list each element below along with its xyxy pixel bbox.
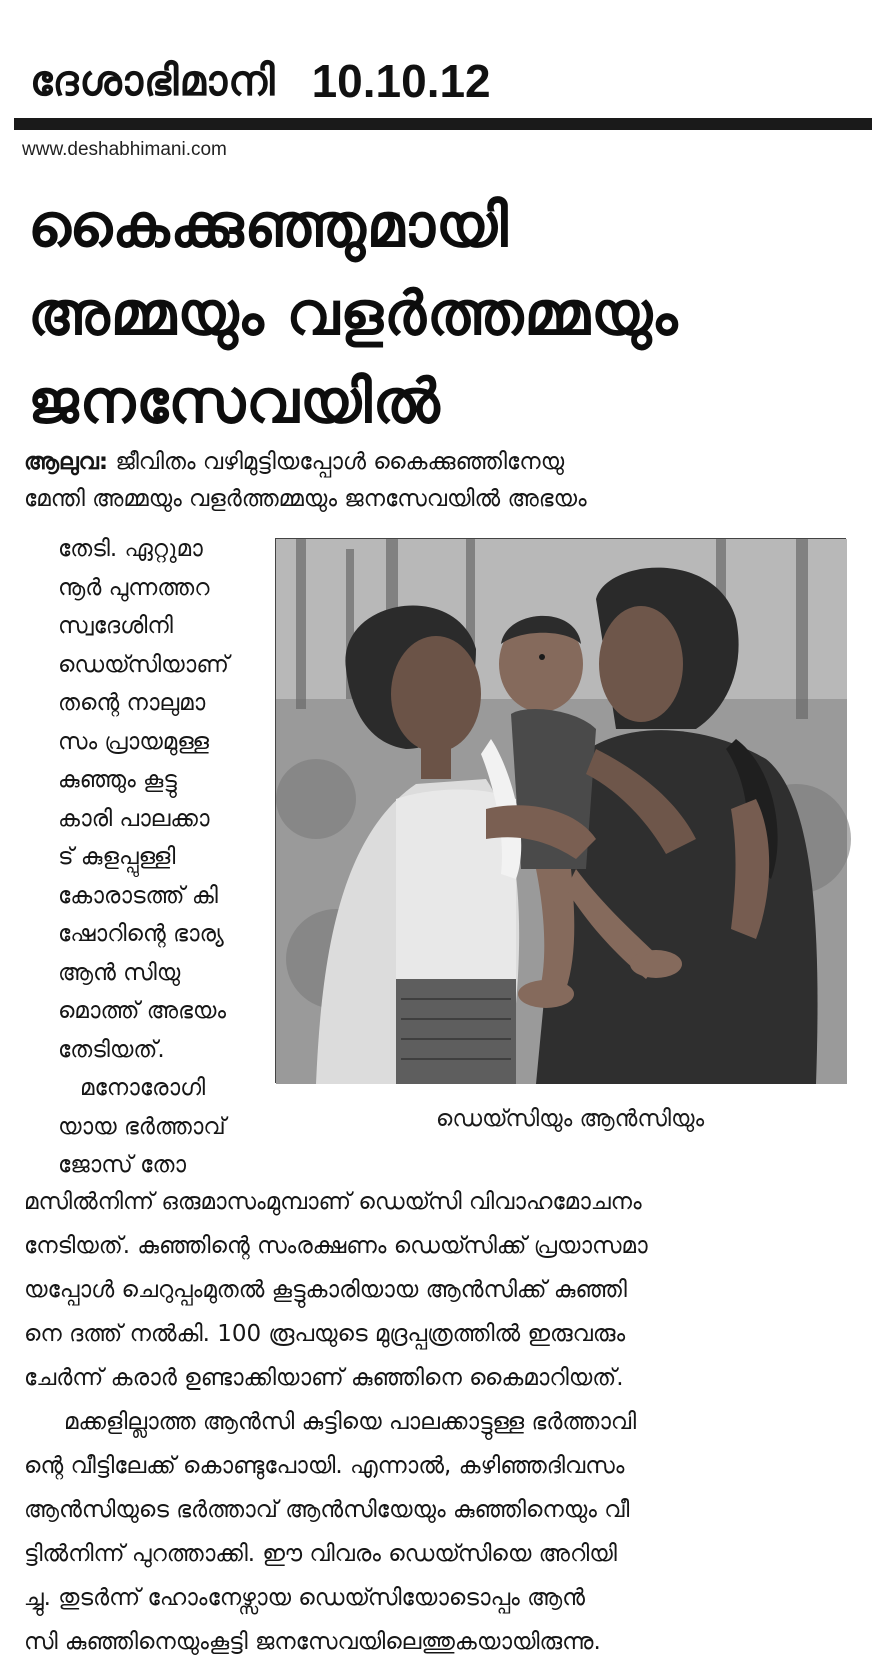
headline-line-2: അമ്മയും വളര്‍ത്തമ്മയും [28, 279, 679, 349]
masthead [30, 48, 491, 114]
headline [28, 182, 858, 446]
body-line: സി കുഞ്ഞിനെയുംകൂട്ടി ജനസേവയിലെത്തുകയായിരുന്നു. [24, 1629, 601, 1655]
news-photo [275, 538, 846, 1083]
column-line: തേടി. ഏറ്റുമാ [58, 536, 203, 562]
intro-text-1: ജീവിതം വഴിമുട്ടിയപ്പോള്‍ കൈക്കുഞ്ഞിനേയു [115, 449, 565, 475]
column-line: യായ ഭര്‍ത്താവ് [58, 1113, 226, 1140]
masthead-rule [14, 118, 872, 130]
newspaper-name: ദേശാഭിമാനി [30, 56, 276, 105]
body-line: ട്ടില്‍നിന്ന് പുറത്താക്കി. ഈ വിവരം ഡെയ്സിയെ അറിയി [24, 1541, 617, 1567]
body-line: ന്റെ വീട്ടിലേക്ക് കൊണ്ടുപോയി. എന്നാല്‍, കഴിഞ്ഞദിവസം [24, 1453, 625, 1479]
column-line: നൂര്‍ പുന്നത്തറ [58, 574, 210, 601]
body-line: ആന്‍സിയുടെ ഭര്‍ത്താവ് ആന്‍സിയേയും കുഞ്ഞിനെയും വീ [24, 1497, 630, 1523]
intro-line-2: മേന്തി അമ്മയും വളര്‍ത്തമ്മയും ജനസേവയില്‍ അഭയം [24, 486, 587, 512]
dateline: ആലുവ: [24, 449, 109, 475]
column-line: ഡെയ്സിയാണ് [58, 651, 229, 678]
column-line: ഷോറിന്റെ ഭാര്യ [58, 921, 224, 947]
headline-line-1: കൈക്കുഞ്ഞുമായി [28, 191, 509, 261]
column-line: മനോരോഗി [80, 1075, 206, 1101]
body-line: ച്ചു. തുടര്‍ന്ന് ഹോംനേഴ്സായ ഡെയ്സിയോടൊപ്പം ആന്‍ [24, 1585, 586, 1611]
photo-image [276, 539, 847, 1084]
column-line: തന്റെ നാലുമാ [58, 690, 206, 716]
column-line: കുഞ്ഞും കൂട്ടു [58, 767, 177, 793]
body-line: മക്കളില്ലാത്ത ആന്‍സി കുട്ടിയെ പാലക്കാട്ടുള്ള ഭര്‍ത്താവി [64, 1409, 637, 1435]
article-intro [24, 444, 860, 518]
article-continuation [24, 1180, 860, 1664]
column-line: തേടിയത്. [58, 1036, 165, 1063]
publication-date: 10.10.12 [311, 55, 491, 107]
body-line: മസില്‍നിന്ന് ഒരുമാസംമുമ്പാണ് ഡെയ്സി വിവാഹമോചനം [24, 1189, 642, 1215]
column-line: സം പ്രായമുള്ള [58, 728, 209, 755]
body-line: നെ ദത്ത് നല്‍കി. 100 രൂപയുടെ മുദ്രപ്പത്രത്തില്‍ ഇരുവരും [24, 1321, 626, 1347]
column-line: മൊത്ത് അഭയം [58, 998, 227, 1024]
column-line: ജോസ് തോ [58, 1152, 187, 1178]
column-line: കോരാടത്ത് കി [58, 882, 218, 909]
body-line: യപ്പോള്‍ ചെറുപ്പംമുതല്‍ കൂട്ടുകാരിയായ ആന്‍സിക്ക് കുഞ്ഞി [24, 1277, 627, 1303]
body-line: ചേര്‍ന്ന് കരാര്‍ ഉണ്ടാക്കിയാണ് കുഞ്ഞിനെ കൈമാറിയത്. [24, 1365, 624, 1391]
body-line: നേടിയത്. കുഞ്ഞിന്റെ സംരക്ഷണം ഡെയ്സിക്ക് പ്രയാസമാ [24, 1233, 648, 1259]
column-line: ട് കുളപ്പുള്ളി [58, 844, 176, 870]
column-line: സ്വദേശിനി [58, 613, 173, 639]
website-url: www.deshabhimani.com [22, 139, 227, 160]
article-column [58, 530, 263, 1185]
intro-line-1 [24, 444, 860, 481]
headline-line-3: ജനസേവയില്‍ [28, 367, 441, 437]
column-line: കാരി പാലക്കാ [58, 805, 210, 832]
column-line: ആന്‍ സിയു [58, 959, 181, 986]
photo-caption: ഡെയ്സിയും ആന്‍സിയും [435, 1106, 705, 1132]
